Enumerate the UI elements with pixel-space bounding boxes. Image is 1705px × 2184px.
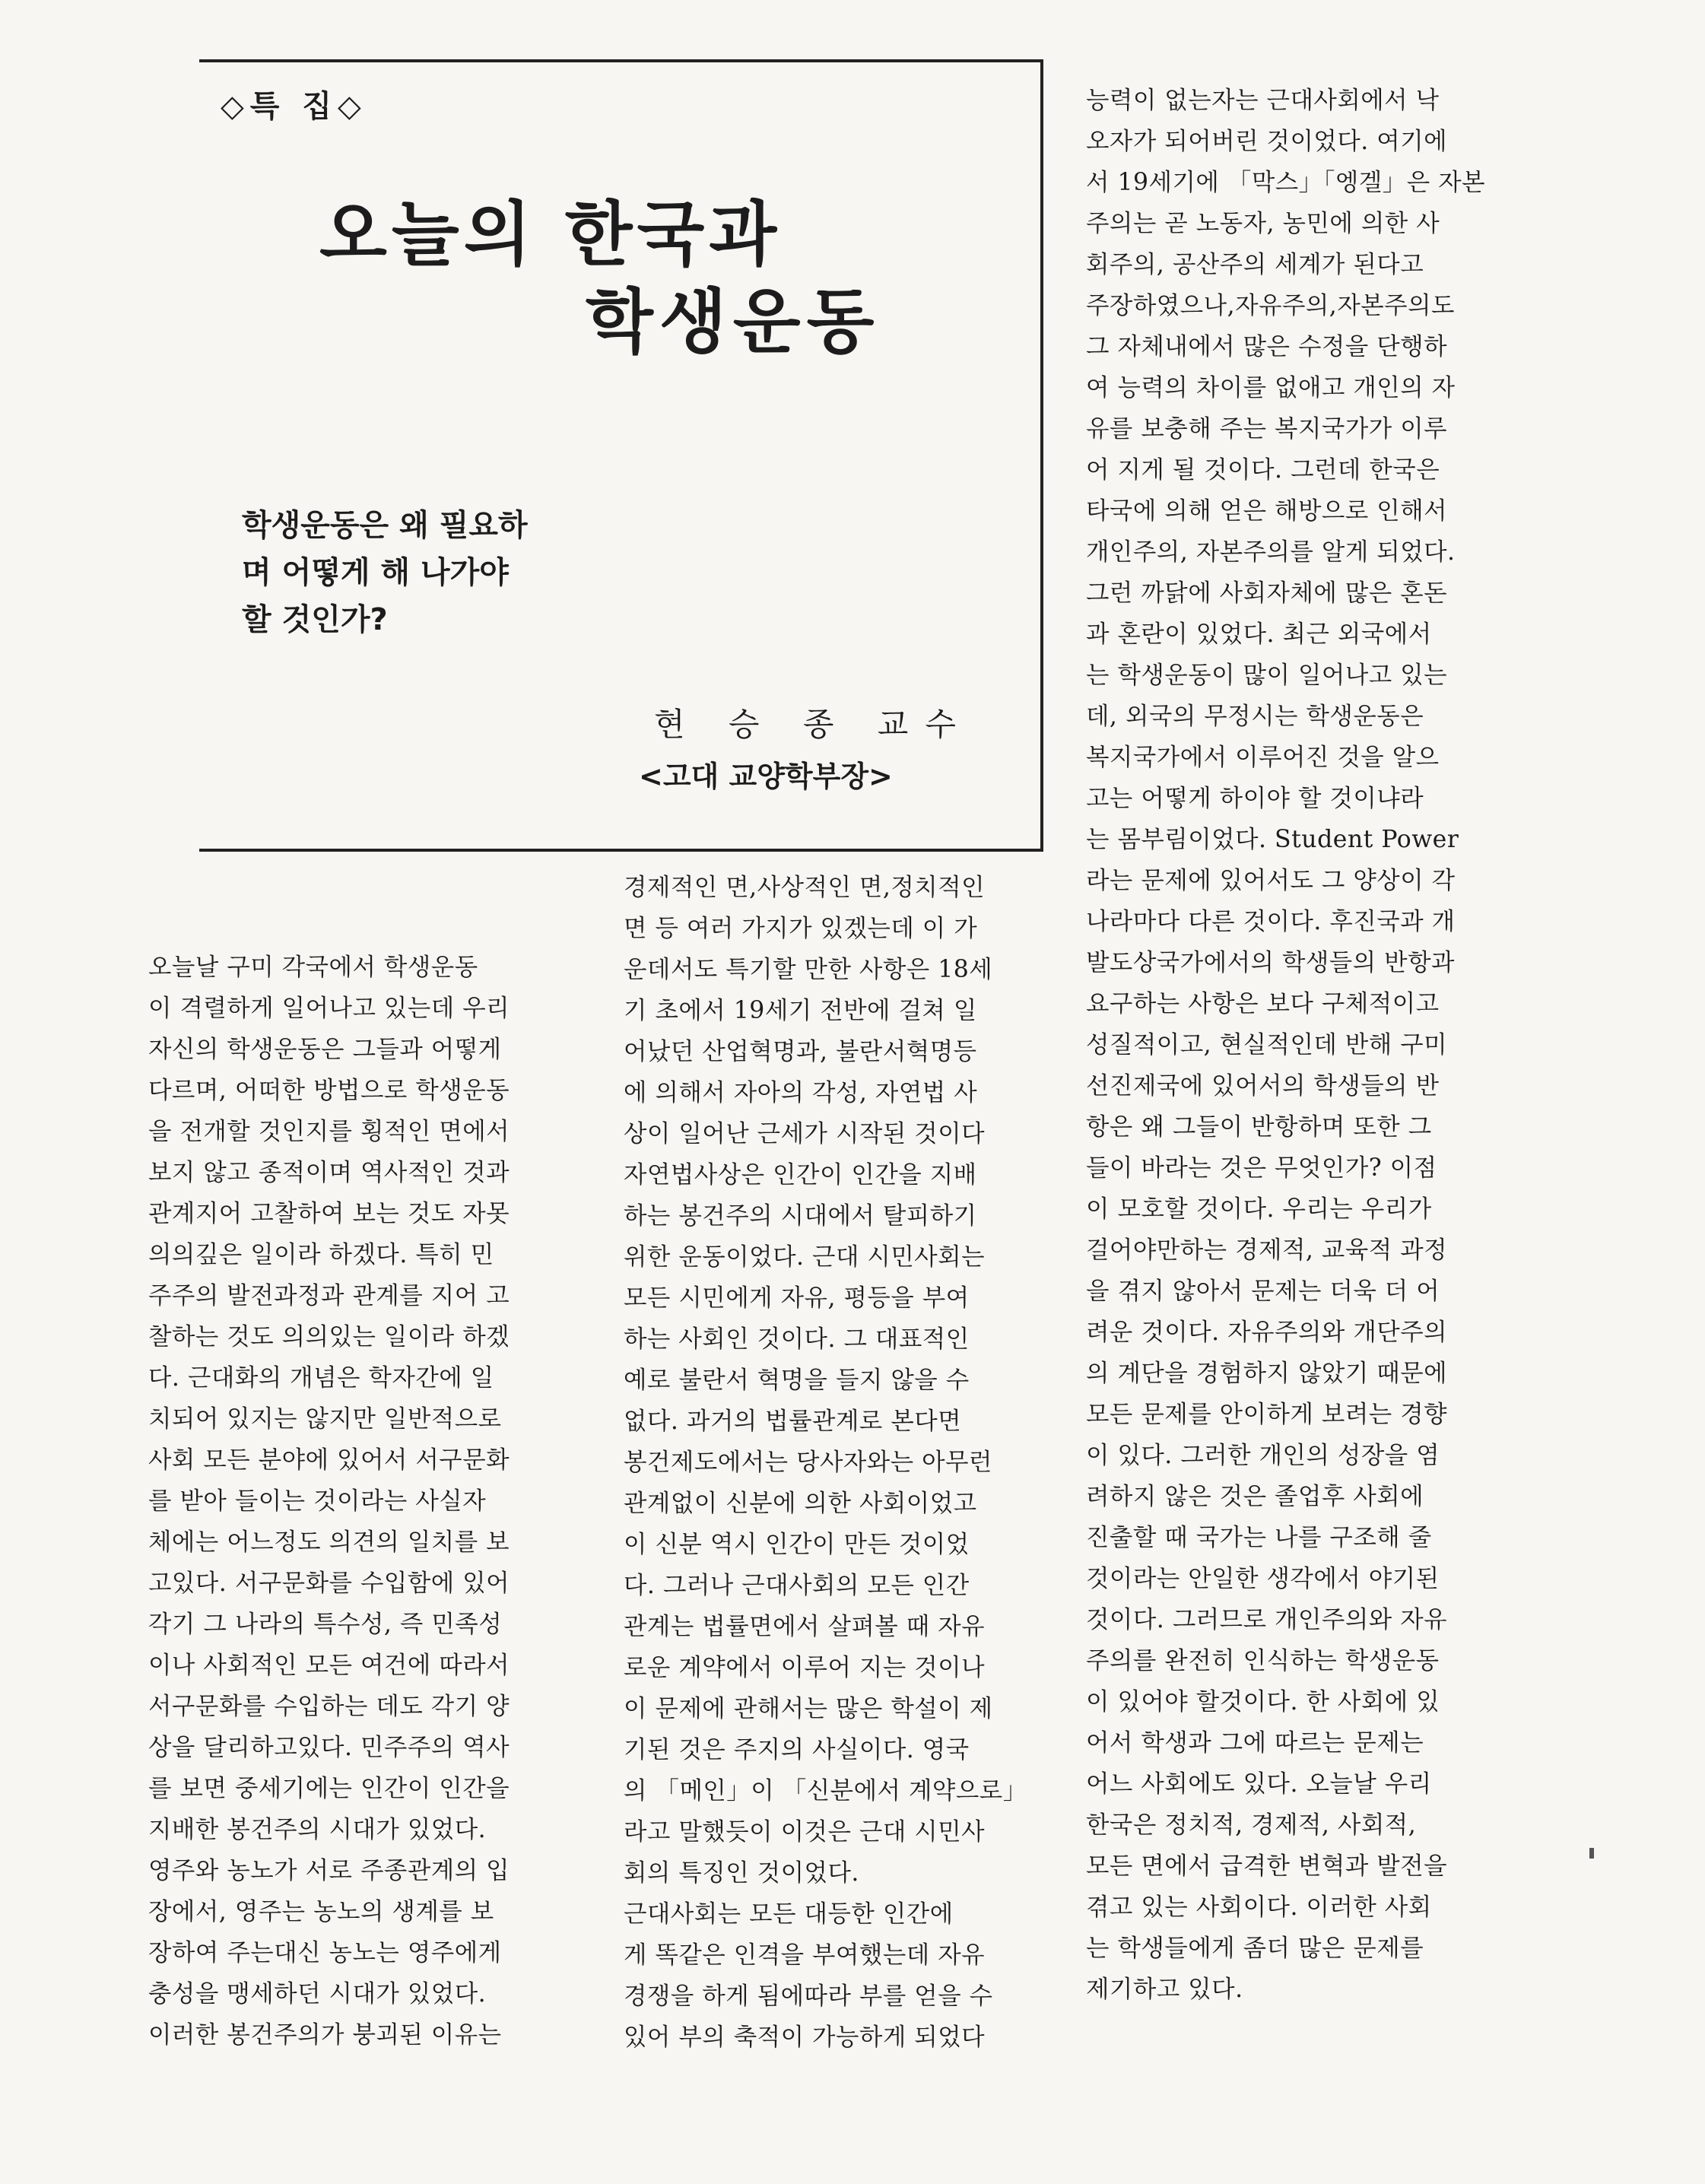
text-line: 라는 문제에 있어서도 그 양상이 각 (1086, 867, 1456, 894)
text-line: 서구문화를 수입하는 데도 각기 양 (148, 1693, 510, 1720)
text-line: 주의는 곧 노동자, 농민에 의한 사 (1086, 210, 1440, 237)
text-line: 영주와 농노가 서로 주종관계의 입 (148, 1857, 510, 1884)
text-line: 하는 봉건주의 시대에서 탈피하기 (624, 1202, 977, 1230)
text-line: 상이 일어난 근세가 시작된 것이다 (624, 1120, 986, 1148)
text-line: 다. 근대화의 개념은 학자간에 일 (148, 1364, 494, 1392)
text-line: 를 보면 중세기에는 인간이 인간을 (148, 1775, 510, 1802)
text-line: 어느 사회에도 있다. 오늘날 우리 (1086, 1770, 1432, 1798)
text-line: 어났던 산업혁명과, 불란서혁명등 (624, 1038, 977, 1065)
text-line: 경쟁을 하게 됨에따라 부를 얻을 수 (624, 1982, 993, 2010)
text-column-right (1086, 80, 1519, 2010)
text-line: 이 신분 역시 인간이 만든 것이었 (624, 1531, 970, 1558)
text-line: 자신의 학생운동은 그들과 어떻게 (148, 1036, 502, 1063)
text-line: 있어 부의 축적이 가능하게 되었다 (624, 2024, 986, 2051)
text-line: 여 능력의 차이를 없애고 개인의 자 (1086, 374, 1456, 402)
text-line: 요구하는 사항은 보다 구체적이고 (1086, 990, 1440, 1017)
text-line: 위한 운동이었다. 근대 시민사회는 (624, 1243, 986, 1271)
subtitle-line: 며 어떻게 해 나가야 (242, 555, 509, 590)
text-line: 로운 계약에서 이루어 지는 것이나 (624, 1654, 986, 1681)
text-line: 것이라는 안일한 생각에서 야기된 (1086, 1565, 1440, 1592)
text-line: 의 계단을 경험하지 않았기 때문에 (1086, 1360, 1448, 1387)
text-line: 모든 면에서 급격한 변혁과 발전을 (1086, 1852, 1448, 1880)
text-line: 예로 불란서 혁명을 들지 않을 수 (624, 1367, 970, 1394)
text-line: 걸어야만하는 경제적, 교육적 과정 (1086, 1236, 1448, 1264)
text-line: 라고 말했듯이 이것은 근대 시민사 (624, 1818, 986, 1846)
text-line: 고는 어떻게 하이야 할 것이냐라 (1086, 785, 1424, 812)
text-line: 관계없이 신분에 의한 사회이었고 (624, 1490, 977, 1517)
text-line: 하는 사회인 것이다. 그 대표적인 (624, 1325, 970, 1353)
text-line: 다르며, 어떠한 방법으로 학생운동 (148, 1077, 510, 1104)
text-line: 타국에 의해 얻은 해방으로 인해서 (1086, 497, 1448, 525)
text-line: 치되어 있지는 않지만 일반적으로 (148, 1405, 502, 1433)
text-line: 유를 보충해 주는 복지국가가 이루 (1086, 415, 1448, 443)
special-feature-label: ◇특 집◇ (221, 89, 367, 124)
text-line: 려하지 않은 것은 졸업후 사회에 (1086, 1483, 1424, 1510)
text-line: 발도상국가에서의 학생들의 반항과 (1086, 949, 1455, 976)
text-line: 이 있다. 그러한 개인의 성장을 염 (1086, 1442, 1440, 1469)
text-line: 사회 모든 분야에 있어서 서구문화 (148, 1446, 510, 1474)
text-line: 주장하였으나,자유주의,자본주의도 (1086, 292, 1455, 319)
text-line: 이 모호할 것이다. 우리는 우리가 (1086, 1195, 1432, 1223)
text-line: 을 전개할 것인지를 횡적인 면에서 (148, 1118, 510, 1145)
text-line: 제기하고 있다. (1086, 1976, 1243, 2003)
text-line: 는 학생들에게 좀더 많은 문제를 (1086, 1935, 1424, 1962)
subtitle-line: 할 것인가? (242, 602, 388, 637)
text-line: 한국은 정치적, 경제적, 사회적, (1086, 1811, 1417, 1839)
text-line: 이나 사회적인 모든 여건에 따라서 (148, 1652, 510, 1679)
text-line: 겪고 있는 사회이다. 이러한 사회 (1086, 1894, 1432, 1921)
ink-mark (1589, 1848, 1594, 1859)
text-line: 서 19세기에 「막스」「엥겔」은 자본 (1086, 169, 1486, 196)
text-line: 장하여 주는대신 농노는 영주에게 (148, 1939, 502, 1967)
text-line: 의의깊은 일이라 하겠다. 특히 민 (148, 1241, 494, 1268)
text-line: 근대사회는 모든 대등한 인간에 (624, 1900, 954, 1928)
text-line: 주주의 발전과정과 관계를 지어 고 (148, 1282, 510, 1309)
text-line: 회의 특징인 것이었다. (624, 1859, 859, 1887)
text-line: 고있다. 서구문화를 수입함에 있어 (148, 1570, 510, 1597)
text-column-left (148, 947, 574, 2055)
text-line: 이 문제에 관해서는 많은 학설이 제 (624, 1695, 993, 1722)
text-line: 보지 않고 종적이며 역사적인 것과 (148, 1159, 510, 1186)
text-line: 모든 시민에게 자유, 평등을 부여 (624, 1284, 970, 1312)
text-line: 주의를 완전히 인식하는 학생운동 (1086, 1647, 1440, 1675)
text-line: 충성을 맹세하던 시대가 있었다. (148, 1980, 487, 2008)
text-line: 진출할 때 국가는 나를 구조해 줄 (1086, 1524, 1432, 1551)
article-subtitle (242, 502, 637, 643)
text-line: 을 겪지 않아서 문제는 더욱 더 어 (1086, 1278, 1440, 1305)
text-line: 각기 그 나라의 특수성, 즉 민족성 (148, 1611, 503, 1638)
subtitle-line: 학생운동은 왜 필요하 (242, 508, 528, 543)
text-line: 지배한 봉건주의 시대가 있었다. (148, 1816, 487, 1843)
text-line: 이러한 봉건주의가 붕괴된 이유는 (148, 2021, 502, 2049)
text-line: 과 혼란이 있었다. 최근 외국에서 (1086, 621, 1432, 648)
text-line: 성질적이고, 현실적인데 반해 구미 (1086, 1031, 1448, 1059)
text-line: 경제적인 면,사상적인 면,정치적인 (624, 874, 986, 901)
text-line: 는 학생운동이 많이 일어나고 있는 (1086, 662, 1448, 689)
author-affiliation: <고대 교양학부장> (639, 760, 893, 793)
text-line: 그 자체내에서 많은 수정을 단행하 (1086, 333, 1448, 360)
text-line: 어 지게 될 것이다. 그런데 한국은 (1086, 456, 1440, 484)
text-line: 기 초에서 19세기 전반에 걸쳐 일 (624, 997, 977, 1024)
text-line: 기된 것은 주지의 사실이다. 영국 (624, 1736, 970, 1763)
text-line: 복지국가에서 이루어진 것을 알으 (1086, 744, 1440, 771)
text-line: 능력이 없는자는 근대사회에서 낙 (1086, 87, 1440, 114)
text-line: 를 받아 들이는 것이라는 사실자 (148, 1487, 487, 1515)
text-line: 다. 그러나 근대사회의 모든 인간 (624, 1572, 970, 1599)
text-line: 이 격렬하게 일어나고 있는데 우리 (148, 995, 510, 1022)
text-line: 것이다. 그러므로 개인주의와 자유 (1086, 1606, 1448, 1633)
text-line: 나라마다 다른 것이다. 후진국과 개 (1086, 908, 1456, 935)
text-line: 이 있어야 할것이다. 한 사회에 있 (1086, 1688, 1440, 1716)
text-line: 게 똑같은 인격을 부여했는데 자유 (624, 1941, 986, 1969)
text-line: 관계지어 고찰하여 보는 것도 자못 (148, 1200, 510, 1227)
text-line: 자연법사상은 인간이 인간을 지배 (624, 1161, 977, 1189)
text-line: 장에서, 영주는 농노의 생계를 보 (148, 1898, 494, 1925)
text-line: 면 등 여러 가지가 있겠는데 이 가 (624, 915, 978, 942)
text-line: 데, 외국의 무정시는 학생운동은 (1086, 703, 1424, 730)
text-line: 는 몸부림이었다. Student Power (1086, 826, 1459, 853)
text-line: 관계는 법률면에서 살펴볼 때 자유 (624, 1613, 986, 1640)
text-line: 운데서도 특기할 만한 사항은 18세 (624, 956, 993, 983)
text-line: 개인주의, 자본주의를 알게 되었다. (1086, 538, 1456, 566)
text-line: 에 의해서 자아의 각성, 자연법 사 (624, 1079, 978, 1106)
text-line: 찰하는 것도 의의있는 일이라 하겠 (148, 1323, 510, 1351)
article-title-line-2: 학생운동 (586, 281, 881, 363)
author-name: 현 승 종 교수 (654, 706, 973, 743)
text-line: 오자가 되어버린 것이었다. 여기에 (1086, 128, 1448, 155)
text-line: 체에는 어느정도 의견의 일치를 보 (148, 1528, 510, 1556)
text-line: 려운 것이다. 자유주의와 개단주의 (1086, 1319, 1448, 1346)
text-line: 없다. 과거의 법률관계로 본다면 (624, 1408, 962, 1435)
text-line: 상을 달리하고있다. 민주주의 역사 (148, 1734, 510, 1761)
text-line: 봉건제도에서는 당사자와는 아무런 (624, 1449, 992, 1476)
text-line: 선진제국에 있어서의 학생들의 반 (1086, 1072, 1440, 1100)
text-line: 들이 바라는 것은 무엇인가? 이점 (1086, 1154, 1437, 1182)
text-line: 모든 문제를 안이하게 보려는 경향 (1086, 1401, 1448, 1428)
text-line: 항은 왜 그들이 반항하며 또한 그 (1086, 1113, 1432, 1141)
article-title-line-1: 오늘의 한국과 (319, 194, 782, 275)
text-line: 어서 학생과 그에 따르는 문제는 (1086, 1729, 1424, 1757)
text-line: 오늘날 구미 각국에서 학생운동 (148, 954, 478, 981)
text-column-middle (624, 867, 1049, 2058)
text-line: 그런 까닭에 사회자체에 많은 혼돈 (1086, 579, 1448, 607)
text-line: 회주의, 공산주의 세계가 된다고 (1086, 251, 1424, 278)
text-line: 의 「메인」이 「신분에서 계약으로」 (624, 1777, 1027, 1805)
